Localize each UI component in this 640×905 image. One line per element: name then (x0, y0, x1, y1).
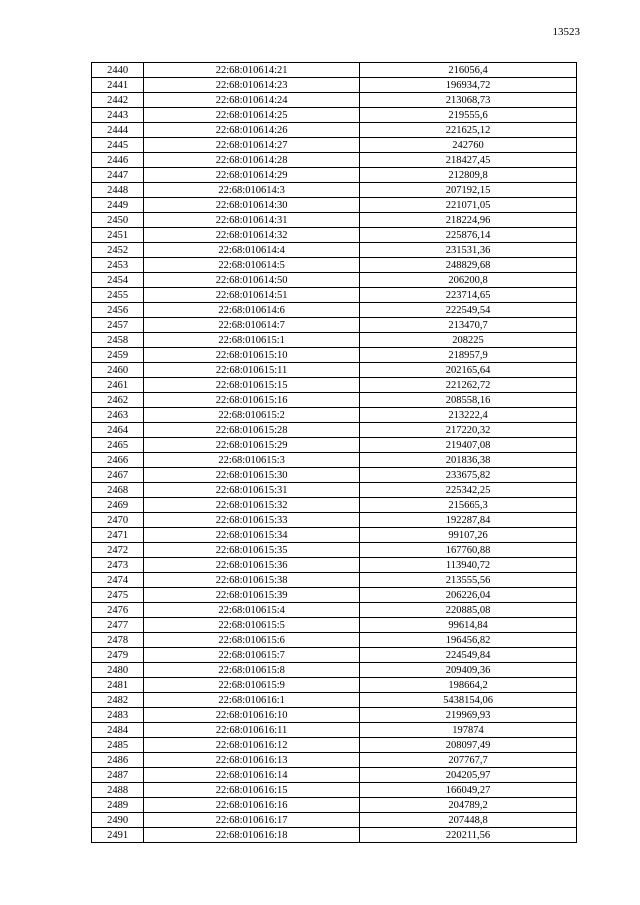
cadastral-number-cell: 22:68:010616:12 (144, 738, 360, 753)
table-row (92, 813, 577, 828)
table-row (92, 198, 577, 213)
row-number-cell: 2470 (92, 513, 144, 528)
cadastral-number-cell: 22:68:010615:8 (144, 663, 360, 678)
cadastral-number-cell: 22:68:010614:6 (144, 303, 360, 318)
row-number-cell: 2477 (92, 618, 144, 633)
row-number-cell: 2442 (92, 93, 144, 108)
cadastral-value-cell: 167760,88 (360, 543, 577, 558)
table-row (92, 78, 577, 93)
cadastral-value-cell: 219555,6 (360, 108, 577, 123)
cadastral-number-cell: 22:68:010615:11 (144, 363, 360, 378)
table-row (92, 753, 577, 768)
row-number-cell: 2456 (92, 303, 144, 318)
row-number-cell: 2464 (92, 423, 144, 438)
cadastral-value-cell: 113940,72 (360, 558, 577, 573)
cadastral-value-cell: 219407,08 (360, 438, 577, 453)
table-row (92, 648, 577, 663)
cadastral-value-cell: 204789,2 (360, 798, 577, 813)
row-number-cell: 2444 (92, 123, 144, 138)
cadastral-value-cell: 220885,08 (360, 603, 577, 618)
cadastral-number-cell: 22:68:010615:3 (144, 453, 360, 468)
cadastral-number-cell: 22:68:010615:6 (144, 633, 360, 648)
cadastral-number-cell: 22:68:010615:29 (144, 438, 360, 453)
cadastral-number-cell: 22:68:010615:30 (144, 468, 360, 483)
table-row (92, 453, 577, 468)
cadastral-value-cell: 196934,72 (360, 78, 577, 93)
cadastral-value-cell: 192287,84 (360, 513, 577, 528)
cadastral-number-cell: 22:68:010615:36 (144, 558, 360, 573)
cadastral-value-cell: 209409,36 (360, 663, 577, 678)
cadastral-number-cell: 22:68:010615:38 (144, 573, 360, 588)
table-row (92, 63, 577, 78)
row-number-cell: 2491 (92, 828, 144, 843)
cadastral-number-cell: 22:68:010615:5 (144, 618, 360, 633)
table-row (92, 738, 577, 753)
cadastral-number-cell: 22:68:010616:14 (144, 768, 360, 783)
row-number-cell: 2485 (92, 738, 144, 753)
cadastral-number-cell: 22:68:010615:33 (144, 513, 360, 528)
row-number-cell: 2486 (92, 753, 144, 768)
cadastral-number-cell: 22:68:010615:28 (144, 423, 360, 438)
cadastral-value-cell: 217220,32 (360, 423, 577, 438)
row-number-cell: 2479 (92, 648, 144, 663)
cadastral-value-cell: 225342,25 (360, 483, 577, 498)
table-row (92, 723, 577, 738)
cadastral-value-cell: 201836,38 (360, 453, 577, 468)
table-row (92, 693, 577, 708)
row-number-cell: 2462 (92, 393, 144, 408)
row-number-cell: 2440 (92, 63, 144, 78)
table-row (92, 333, 577, 348)
cadastral-value-cell: 5438154,06 (360, 693, 577, 708)
cadastral-number-cell: 22:68:010614:51 (144, 288, 360, 303)
table-row (92, 273, 577, 288)
cadastral-number-cell: 22:68:010616:1 (144, 693, 360, 708)
table-row (92, 558, 577, 573)
cadastral-number-cell: 22:68:010615:4 (144, 603, 360, 618)
cadastral-number-cell: 22:68:010615:35 (144, 543, 360, 558)
cadastral-number-cell: 22:68:010615:32 (144, 498, 360, 513)
table-row (92, 363, 577, 378)
cadastral-number-cell: 22:68:010614:5 (144, 258, 360, 273)
cadastral-number-cell: 22:68:010616:10 (144, 708, 360, 723)
table-row (92, 468, 577, 483)
cadastral-number-cell: 22:68:010614:50 (144, 273, 360, 288)
row-number-cell: 2460 (92, 363, 144, 378)
table-row (92, 603, 577, 618)
table-row (92, 408, 577, 423)
cadastral-number-cell: 22:68:010614:3 (144, 183, 360, 198)
cadastral-number-cell: 22:68:010614:7 (144, 318, 360, 333)
row-number-cell: 2450 (92, 213, 144, 228)
cadastral-number-cell: 22:68:010614:29 (144, 168, 360, 183)
table-row (92, 93, 577, 108)
cadastral-number-cell: 22:68:010615:31 (144, 483, 360, 498)
cadastral-number-cell: 22:68:010615:2 (144, 408, 360, 423)
cadastral-value-cell: 216056,4 (360, 63, 577, 78)
row-number-cell: 2473 (92, 558, 144, 573)
cadastral-number-cell: 22:68:010614:21 (144, 63, 360, 78)
cadastral-value-table (91, 62, 577, 843)
cadastral-number-cell: 22:68:010615:7 (144, 648, 360, 663)
cadastral-value-cell: 233675,82 (360, 468, 577, 483)
cadastral-value-cell: 204205,97 (360, 768, 577, 783)
row-number-cell: 2451 (92, 228, 144, 243)
row-number-cell: 2445 (92, 138, 144, 153)
row-number-cell: 2475 (92, 588, 144, 603)
cadastral-value-cell: 219969,93 (360, 708, 577, 723)
row-number-cell: 2454 (92, 273, 144, 288)
table-row (92, 318, 577, 333)
row-number-cell: 2484 (92, 723, 144, 738)
cadastral-value-cell: 222549,54 (360, 303, 577, 318)
cadastral-number-cell: 22:68:010614:31 (144, 213, 360, 228)
row-number-cell: 2472 (92, 543, 144, 558)
cadastral-value-cell: 99614,84 (360, 618, 577, 633)
table-row (92, 438, 577, 453)
table-row (92, 588, 577, 603)
table-row (92, 183, 577, 198)
cadastral-number-cell: 22:68:010614:30 (144, 198, 360, 213)
row-number-cell: 2446 (92, 153, 144, 168)
cadastral-value-cell: 206226,04 (360, 588, 577, 603)
cadastral-value-cell: 221625,12 (360, 123, 577, 138)
cadastral-value-cell: 218427,45 (360, 153, 577, 168)
cadastral-number-cell: 22:68:010616:18 (144, 828, 360, 843)
table-row (92, 498, 577, 513)
table-row (92, 213, 577, 228)
row-number-cell: 2487 (92, 768, 144, 783)
cadastral-value-cell: 213068,73 (360, 93, 577, 108)
row-number-cell: 2480 (92, 663, 144, 678)
cadastral-value-cell: 231531,36 (360, 243, 577, 258)
row-number-cell: 2490 (92, 813, 144, 828)
cadastral-value-cell: 212809,8 (360, 168, 577, 183)
row-number-cell: 2482 (92, 693, 144, 708)
table-row (92, 768, 577, 783)
table-row (92, 303, 577, 318)
table-row (92, 783, 577, 798)
cadastral-number-cell: 22:68:010616:15 (144, 783, 360, 798)
cadastral-number-cell: 22:68:010615:9 (144, 678, 360, 693)
cadastral-number-cell: 22:68:010616:11 (144, 723, 360, 738)
cadastral-value-cell: 166049,27 (360, 783, 577, 798)
table-row (92, 483, 577, 498)
cadastral-value-cell: 218957,9 (360, 348, 577, 363)
cadastral-value-cell: 197874 (360, 723, 577, 738)
row-number-cell: 2481 (92, 678, 144, 693)
row-number-cell: 2471 (92, 528, 144, 543)
row-number-cell: 2476 (92, 603, 144, 618)
table-row (92, 228, 577, 243)
row-number-cell: 2466 (92, 453, 144, 468)
row-number-cell: 2478 (92, 633, 144, 648)
cadastral-value-cell: 207767,7 (360, 753, 577, 768)
row-number-cell: 2461 (92, 378, 144, 393)
table-row (92, 618, 577, 633)
table-row (92, 678, 577, 693)
cadastral-value-cell: 218224,96 (360, 213, 577, 228)
table-row (92, 798, 577, 813)
cadastral-number-cell: 22:68:010616:13 (144, 753, 360, 768)
row-number-cell: 2488 (92, 783, 144, 798)
table-row (92, 258, 577, 273)
table-body (92, 63, 577, 843)
table-row (92, 663, 577, 678)
cadastral-value-cell: 213470,7 (360, 318, 577, 333)
row-number-cell: 2452 (92, 243, 144, 258)
table-row (92, 378, 577, 393)
cadastral-number-cell: 22:68:010616:16 (144, 798, 360, 813)
cadastral-value-cell: 208097,49 (360, 738, 577, 753)
cadastral-number-cell: 22:68:010615:34 (144, 528, 360, 543)
cadastral-number-cell: 22:68:010614:28 (144, 153, 360, 168)
cadastral-value-cell: 208225 (360, 333, 577, 348)
page-number: 13523 (552, 26, 580, 38)
row-number-cell: 2448 (92, 183, 144, 198)
table-row (92, 168, 577, 183)
row-number-cell: 2463 (92, 408, 144, 423)
table-row (92, 123, 577, 138)
cadastral-value-cell: 223714,65 (360, 288, 577, 303)
row-number-cell: 2483 (92, 708, 144, 723)
table-row (92, 243, 577, 258)
cadastral-value-cell: 213222,4 (360, 408, 577, 423)
table-row (92, 393, 577, 408)
cadastral-number-cell: 22:68:010615:1 (144, 333, 360, 348)
table-row (92, 543, 577, 558)
cadastral-number-cell: 22:68:010614:27 (144, 138, 360, 153)
cadastral-number-cell: 22:68:010615:15 (144, 378, 360, 393)
table-row (92, 573, 577, 588)
row-number-cell: 2474 (92, 573, 144, 588)
row-number-cell: 2459 (92, 348, 144, 363)
cadastral-value-cell: 207192,15 (360, 183, 577, 198)
cadastral-value-cell: 196456,82 (360, 633, 577, 648)
row-number-cell: 2455 (92, 288, 144, 303)
cadastral-number-cell: 22:68:010614:26 (144, 123, 360, 138)
cadastral-value-cell: 225876,14 (360, 228, 577, 243)
cadastral-value-cell: 242760 (360, 138, 577, 153)
row-number-cell: 2449 (92, 198, 144, 213)
cadastral-value-cell: 215665,3 (360, 498, 577, 513)
cadastral-value-cell: 99107,26 (360, 528, 577, 543)
row-number-cell: 2457 (92, 318, 144, 333)
table-row (92, 138, 577, 153)
table-row (92, 513, 577, 528)
row-number-cell: 2489 (92, 798, 144, 813)
cadastral-value-cell: 221071,05 (360, 198, 577, 213)
row-number-cell: 2447 (92, 168, 144, 183)
row-number-cell: 2468 (92, 483, 144, 498)
cadastral-value-cell: 224549,84 (360, 648, 577, 663)
cadastral-value-cell: 206200,8 (360, 273, 577, 288)
table-row (92, 423, 577, 438)
table-row (92, 708, 577, 723)
cadastral-number-cell: 22:68:010616:17 (144, 813, 360, 828)
row-number-cell: 2441 (92, 78, 144, 93)
row-number-cell: 2458 (92, 333, 144, 348)
table-row (92, 528, 577, 543)
table-row (92, 288, 577, 303)
cadastral-number-cell: 22:68:010614:25 (144, 108, 360, 123)
cadastral-number-cell: 22:68:010614:23 (144, 78, 360, 93)
cadastral-value-cell: 213555,56 (360, 573, 577, 588)
cadastral-number-cell: 22:68:010615:16 (144, 393, 360, 408)
cadastral-number-cell: 22:68:010614:4 (144, 243, 360, 258)
cadastral-value-cell: 248829,68 (360, 258, 577, 273)
row-number-cell: 2465 (92, 438, 144, 453)
cadastral-number-cell: 22:68:010615:39 (144, 588, 360, 603)
table-row (92, 633, 577, 648)
table-row (92, 153, 577, 168)
table-row (92, 108, 577, 123)
cadastral-number-cell: 22:68:010615:10 (144, 348, 360, 363)
cadastral-value-cell: 198664,2 (360, 678, 577, 693)
cadastral-value-cell: 207448,8 (360, 813, 577, 828)
table-row (92, 828, 577, 843)
row-number-cell: 2443 (92, 108, 144, 123)
cadastral-value-cell: 208558,16 (360, 393, 577, 408)
cadastral-value-cell: 202165,64 (360, 363, 577, 378)
cadastral-number-cell: 22:68:010614:32 (144, 228, 360, 243)
row-number-cell: 2467 (92, 468, 144, 483)
cadastral-value-cell: 221262,72 (360, 378, 577, 393)
row-number-cell: 2453 (92, 258, 144, 273)
cadastral-number-cell: 22:68:010614:24 (144, 93, 360, 108)
cadastral-value-cell: 220211,56 (360, 828, 577, 843)
row-number-cell: 2469 (92, 498, 144, 513)
table-row (92, 348, 577, 363)
